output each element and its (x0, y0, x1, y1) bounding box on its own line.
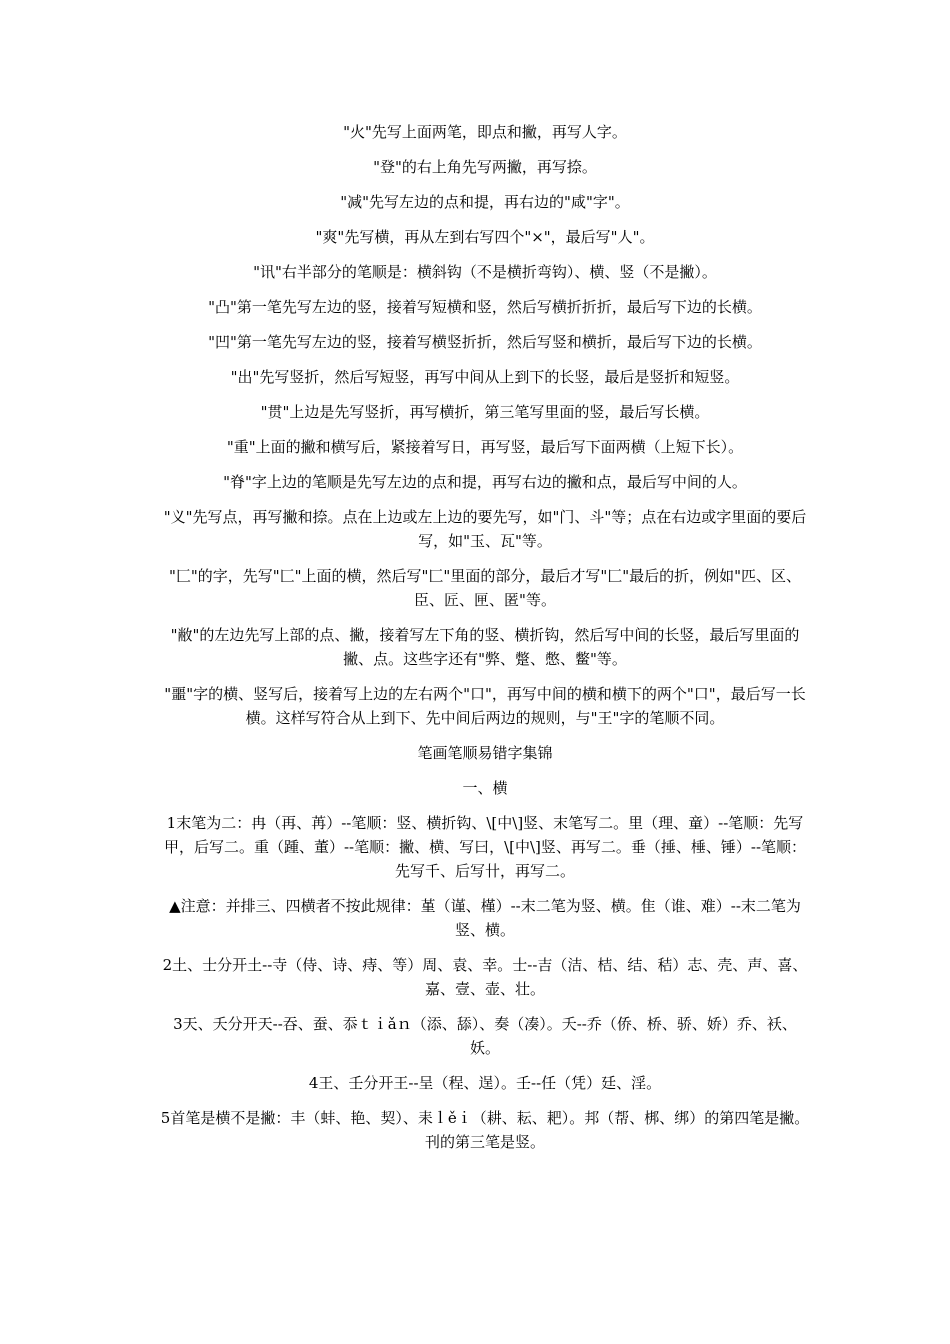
paragraph-zhong: "重"上面的撇和横写后，紧接着写日，再写竖，最后写下面两横（上短下长）。 (226, 438, 744, 456)
paragraph-e: "噩"字的横、竖写后，接着写上边的左右两个"口"，再写中间的横和横下的两个"口"，最后写一长横。这样写符合从上到下、先中间后两边的规则，与"王"字的笔顺不同。 (164, 685, 806, 727)
paragraph-chu: "出"先写竖折，然后写短竖，再写中间从上到下的长竖，最后是竖折和短竖。 (230, 368, 740, 386)
paragraph-deng: "登"的右上角先写两撇，再写捺。 (373, 158, 597, 176)
list-item: ▲注意：并排三、四横者不按此规律：堇（谨、槿）--末二笔为竖、横。隹（谁、难）--末二笔为竖、横。 (169, 897, 801, 939)
list-item: 4王、壬分开王--呈（程、逞）。壬--任（凭）廷、淫。 (308, 1074, 662, 1092)
paragraph-guan: "贯"上边是先写竖折，再写横折，第三笔写里面的竖，最后写长横。 (260, 403, 710, 421)
paragraph-yi: "义"先写点，再写撇和捺。点在上边或左上边的要先写，如"门、斗"等；点在右边或字里面的要后写，如"玉、瓦"等。 (163, 508, 807, 550)
paragraph-jian: "减"先写左边的点和提，再右边的"咸"字"。 (340, 193, 630, 211)
paragraph-tu: "凸"第一笔先写左边的竖，接着写短横和竖，然后写横折折折，最后写下边的长横。 (208, 298, 762, 316)
paragraph-bi: "敝"的左边先写上部的点、撇，接着写左下角的竖、横折钩，然后写中间的长竖，最后写里面的撇、点。这些字还有"弊、蹩、憋、鳖"等。 (170, 626, 800, 668)
list-item: 3天、夭分开天--吞、蚕、忝ｔｉǎｎ（添、舔）、奏（凑）。夭--乔（侨、桥、骄、娇）乔、袄、妖。 (173, 1015, 797, 1057)
paragraph-xun: "讯"右半部分的笔顺是：横斜钩（不是横折弯钩）、横、竖（不是撇）。 (253, 263, 717, 281)
paragraph-fang: "匚"的字，先写"匚"上面的横，然后写"匚"里面的部分，最后才写"匚"最后的折，例如"匹、区、臣、匠、匣、匿"等。 (168, 567, 802, 609)
list-item: 5首笔是横不是撇：丰（蚌、艳、契）、耒ｌěｉ（耕、耘、耙）。邦（帮、梆、绑）的第四笔是撇。刊的第三笔是竖。 (160, 1109, 810, 1151)
section-title: 笔画笔顺易错字集锦 (417, 744, 553, 762)
list-item: 1末笔为二：冉（再、苒）--笔顺：竖、横折钩、\[中\]竖、末笔写二。里（理、童）--笔顺：先写甲，后写二。重（踵、董）--笔顺：撇、横、写曰，\[中\]竖、再写二。垂（捶、棰、锤）--笔顺：先写千、后写卄，再写二。 (163, 814, 807, 880)
paragraph-shuang: "爽"先写横，再从左到右写四个"×"，最后写"人"。 (315, 228, 655, 246)
paragraph-ji: "脊"字上边的笔顺是先写左边的点和提，再写右边的撇和点，最后写中间的人。 (223, 473, 747, 491)
document-page (160, 120, 810, 1165)
paragraph-ao: "凹"第一笔先写左边的竖，接着写横竖折折，然后写竖和横折，最后写下边的长横。 (208, 333, 762, 351)
subsection-title: 一、横 (462, 779, 508, 797)
paragraph-huo: "火"先写上面两笔，即点和撇，再写人字。 (343, 123, 627, 141)
list-item: 2土、士分开土--寺（侍、诗、痔、等）周、袁、幸。士--吉（洁、桔、结、秸）志、壳、声、喜、嘉、壹、壶、壮。 (162, 956, 808, 998)
